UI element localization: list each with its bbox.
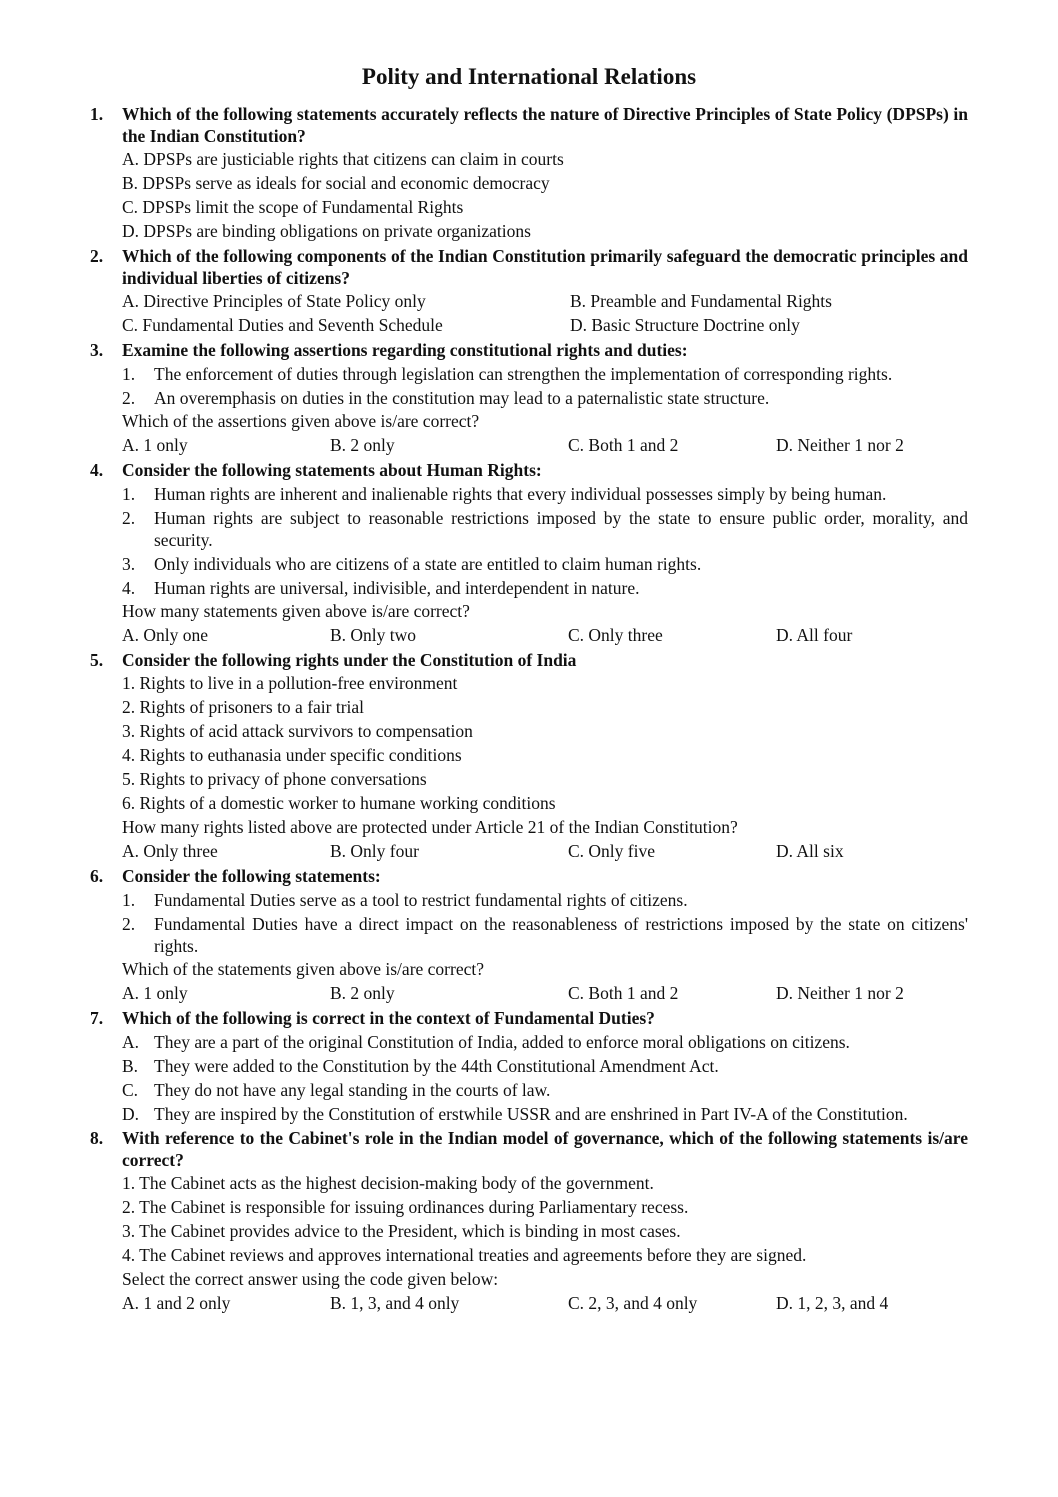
- question-8: [90, 1127, 968, 1171]
- question-3: [90, 339, 968, 361]
- statement: [122, 913, 968, 957]
- statement-text: Human rights are inherent and inalienable rights that every individual possesses simply by being human.: [154, 484, 887, 504]
- statement: [122, 387, 968, 409]
- question-number: 4.: [90, 460, 104, 480]
- option: B. 2 only: [330, 435, 395, 455]
- statement-marker: 2.: [122, 508, 136, 528]
- statement-marker: 4.: [122, 578, 136, 598]
- option-marker: B.: [122, 1056, 139, 1076]
- option: A. Only one: [122, 625, 209, 645]
- option: A. 1 only: [122, 983, 188, 1003]
- option: B. 2 only: [330, 983, 395, 1003]
- statement-marker: 1.: [122, 364, 136, 384]
- statement: [122, 553, 968, 575]
- option: D. 1, 2, 3, and 4: [776, 1293, 889, 1313]
- statement-marker: 2.: [122, 914, 136, 934]
- options-row: [122, 433, 968, 457]
- question-text: Which of the following components of the Indian Constitution primarily safeguard the democratic principles and individual liberties of citizens?: [122, 246, 968, 288]
- option: B. Preamble and Fundamental Rights: [570, 291, 832, 311]
- statement-text: Human rights are universal, indivisible, and interdependent in nature.: [154, 578, 640, 598]
- option: A. DPSPs are justiciable rights that citizens can claim in courts: [122, 149, 564, 169]
- statement-marker: 1.: [122, 484, 136, 504]
- option: [122, 1103, 968, 1125]
- question-number: 2.: [90, 246, 104, 266]
- statement: [122, 363, 968, 385]
- question-number: 7.: [90, 1008, 104, 1028]
- option: D. DPSPs are binding obligations on private organizations: [122, 221, 531, 241]
- question-6: [90, 865, 968, 887]
- option: D. Basic Structure Doctrine only: [570, 315, 800, 335]
- question-text: Which of the following statements accurately reflects the nature of Directive Principles of State Policy (DPSPs) in the Indian Constitution?: [122, 104, 968, 146]
- question-text: Consider the following statements:: [122, 866, 381, 886]
- option: C. Fundamental Duties and Seventh Schedule: [122, 315, 443, 335]
- option: [122, 1031, 968, 1053]
- statement-text: Human rights are subject to reasonable restrictions imposed by the state to ensure public order, morality, and security.: [154, 508, 968, 550]
- option: C. Both 1 and 2: [568, 983, 679, 1003]
- question-5: [90, 649, 968, 671]
- option-text: They are a part of the original Constitution of India, added to enforce moral obligations on citizens.: [154, 1032, 850, 1052]
- option-marker: C.: [122, 1080, 139, 1100]
- option: B. 1, 3, and 4 only: [330, 1293, 460, 1313]
- statement-text: The enforcement of duties through legislation can strengthen the implementation of corresponding rights.: [154, 364, 893, 384]
- list-item: 5. Rights to privacy of phone conversations: [122, 769, 427, 789]
- list-item: 2. Rights of prisoners to a fair trial: [122, 697, 365, 717]
- question-prompt: How many statements given above is/are correct?: [122, 601, 470, 621]
- option: A. Only three: [122, 841, 218, 861]
- question-prompt: Select the correct answer using the code given below:: [122, 1269, 499, 1289]
- option-marker: A.: [122, 1032, 140, 1052]
- statement-text: Fundamental Duties serve as a tool to restrict fundamental rights of citizens.: [154, 890, 688, 910]
- question-number: 3.: [90, 340, 104, 360]
- question-7: [90, 1007, 968, 1029]
- statement: [122, 507, 968, 551]
- option: C. Only five: [568, 841, 656, 861]
- option: [122, 1079, 968, 1101]
- question-text: With reference to the Cabinet's role in the Indian model of governance, which of the following statements is/are correct?: [122, 1128, 968, 1170]
- option-text: They do not have any legal standing in the courts of law.: [154, 1080, 551, 1100]
- statement: [122, 577, 968, 599]
- option-marker: D.: [122, 1104, 140, 1124]
- option: [122, 1055, 968, 1077]
- option: C. Only three: [568, 625, 663, 645]
- option: B. Only two: [330, 625, 417, 645]
- question-prompt: How many rights listed above are protected under Article 21 of the Indian Constitution?: [122, 817, 738, 837]
- question-text: Which of the following is correct in the context of Fundamental Duties?: [122, 1008, 655, 1028]
- question-prompt: Which of the assertions given above is/are correct?: [122, 411, 480, 431]
- question-prompt: Which of the statements given above is/are correct?: [122, 959, 484, 979]
- option: D. All four: [776, 625, 853, 645]
- statement-text: Fundamental Duties have a direct impact on the reasonableness of restrictions imposed by the state on citizens' rights.: [154, 914, 968, 956]
- list-item: 4. The Cabinet reviews and approves international treaties and agreements before they are signed.: [122, 1245, 807, 1265]
- statement-marker: 2.: [122, 388, 136, 408]
- option: B. DPSPs serve as ideals for social and economic democracy: [122, 173, 550, 193]
- question-number: 6.: [90, 866, 104, 886]
- question-2: [90, 245, 968, 289]
- question-number: 8.: [90, 1128, 104, 1148]
- statement-text: An overemphasis on duties in the constitution may lead to a paternalistic state structure.: [154, 388, 770, 408]
- list-item: 6. Rights of a domestic worker to humane working conditions: [122, 793, 556, 813]
- option-text: They are inspired by the Constitution of erstwhile USSR and are enshrined in Part IV-A of the Constitution.: [154, 1104, 908, 1124]
- option: A. 1 only: [122, 435, 188, 455]
- option: D. Neither 1 nor 2: [776, 435, 904, 455]
- option: D. Neither 1 nor 2: [776, 983, 904, 1003]
- option: A. 1 and 2 only: [122, 1293, 231, 1313]
- question-4: [90, 459, 968, 481]
- question-text: Consider the following statements about Human Rights:: [122, 460, 542, 480]
- list-item: 1. Rights to live in a pollution-free environment: [122, 673, 458, 693]
- options-row: [122, 981, 968, 1005]
- option: D. All six: [776, 841, 844, 861]
- question-number: 1.: [90, 104, 104, 124]
- option-text: They were added to the Constitution by the 44th Constitutional Amendment Act.: [154, 1056, 719, 1076]
- list-item: 1. The Cabinet acts as the highest decision-making body of the government.: [122, 1173, 654, 1193]
- question-1: [90, 103, 968, 147]
- option: C. 2, 3, and 4 only: [568, 1293, 698, 1313]
- statement-text: Only individuals who are citizens of a state are entitled to claim human rights.: [154, 554, 702, 574]
- option: C. DPSPs limit the scope of Fundamental Rights: [122, 197, 464, 217]
- option: A. Directive Principles of State Policy only: [122, 291, 426, 311]
- question-text: Consider the following rights under the Constitution of India: [122, 650, 577, 670]
- list-item: 3. The Cabinet provides advice to the President, which is binding in most cases.: [122, 1221, 681, 1241]
- options-row: [122, 313, 968, 337]
- options-row: [122, 1291, 968, 1315]
- statement: [122, 889, 968, 911]
- list-item: 2. The Cabinet is responsible for issuing ordinances during Parliamentary recess.: [122, 1197, 689, 1217]
- list-item: 4. Rights to euthanasia under specific conditions: [122, 745, 462, 765]
- options-row: [122, 839, 968, 863]
- statement: [122, 483, 968, 505]
- question-text: Examine the following assertions regarding constitutional rights and duties:: [122, 340, 688, 360]
- option: C. Both 1 and 2: [568, 435, 679, 455]
- statement-marker: 3.: [122, 554, 136, 574]
- options-row: [122, 623, 968, 647]
- option: B. Only four: [330, 841, 419, 861]
- statement-marker: 1.: [122, 890, 136, 910]
- page-title: Polity and International Relations: [361, 64, 697, 89]
- options-row: [122, 289, 968, 313]
- question-number: 5.: [90, 650, 104, 670]
- list-item: 3. Rights of acid attack survivors to compensation: [122, 721, 473, 741]
